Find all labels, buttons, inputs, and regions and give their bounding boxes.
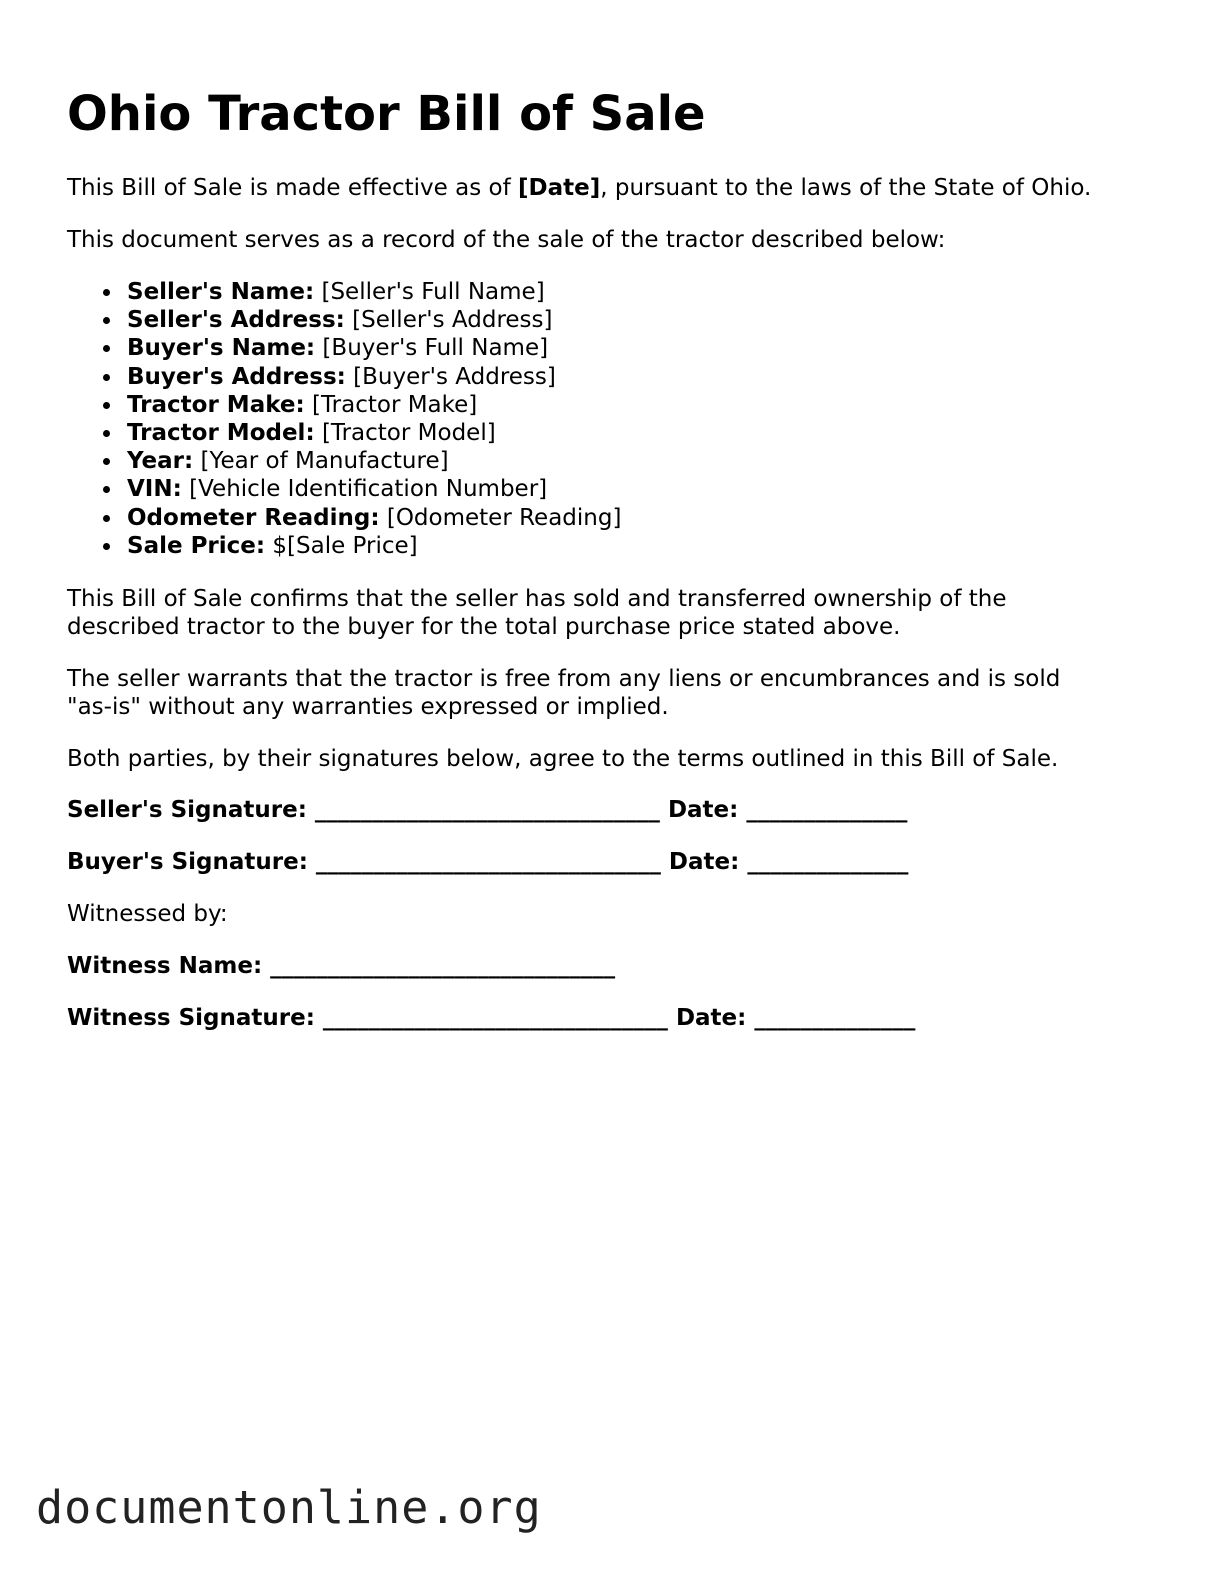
detail-value: [Year of Manufacture] bbox=[193, 448, 449, 475]
witnessed-by-text: Witnessed by: bbox=[67, 901, 228, 927]
seller-signature-line: Seller's Signature: ______________________________ Date: ______________ bbox=[67, 797, 908, 823]
detail-value: [Vehicle Identification Number] bbox=[181, 476, 548, 503]
detail-label: Seller's Name: bbox=[127, 279, 315, 305]
watermark-text: documentonline.org bbox=[36, 1481, 542, 1534]
list-item bbox=[67, 391, 621, 419]
detail-value: [Seller's Full Name] bbox=[314, 279, 545, 305]
detail-value: [Buyer's Address] bbox=[345, 363, 556, 390]
document-title: Ohio Tractor Bill of Sale bbox=[67, 86, 706, 142]
list-item bbox=[67, 278, 621, 306]
list-item bbox=[67, 363, 621, 391]
detail-label: Seller's Address: bbox=[127, 307, 345, 334]
confirm-paragraph-line-1: This Bill of Sale confirms that the seller has sold and transferred ownership of the bbox=[67, 586, 1007, 612]
detail-value: [Tractor Make] bbox=[304, 391, 478, 418]
confirm-paragraph-line-2: described tractor to the buyer for the total purchase price stated above. bbox=[67, 614, 901, 640]
record-paragraph: This document serves as a record of the sale of the tractor described below: bbox=[67, 227, 946, 253]
list-item bbox=[67, 306, 621, 334]
intro-date-placeholder: [Date] bbox=[517, 175, 601, 201]
intro-paragraph bbox=[67, 174, 1091, 203]
tractor-details-list bbox=[67, 278, 621, 560]
list-item bbox=[67, 475, 621, 503]
intro-text-before: This Bill of Sale is made effective as of bbox=[67, 175, 518, 201]
list-item bbox=[67, 334, 621, 362]
detail-value: $[Sale Price] bbox=[265, 532, 418, 559]
warranty-paragraph-line-2: "as-is" without any warranties expressed or implied. bbox=[67, 694, 669, 720]
detail-label: Buyer's Address: bbox=[127, 363, 346, 390]
detail-value: [Seller's Address] bbox=[344, 307, 553, 334]
detail-value: [Tractor Model] bbox=[314, 420, 496, 447]
detail-value: [Buyer's Full Name] bbox=[315, 335, 549, 362]
detail-label: Buyer's Name: bbox=[127, 335, 316, 362]
witness-name-line: Witness Name: ______________________________ bbox=[67, 953, 616, 979]
detail-label: Tractor Model: bbox=[127, 420, 315, 447]
witness-signature-line: Witness Signature: ______________________________ Date: ______________ bbox=[67, 1005, 916, 1031]
detail-value: [Odometer Reading] bbox=[379, 504, 622, 531]
detail-label: Tractor Make: bbox=[127, 391, 305, 418]
list-item bbox=[67, 447, 621, 475]
witnessed-by-label bbox=[67, 900, 228, 929]
list-item bbox=[67, 419, 621, 447]
detail-label: Sale Price: bbox=[127, 532, 266, 559]
agreement-paragraph: Both parties, by their signatures below, agree to the terms outlined in this Bill of Sale. bbox=[67, 746, 1059, 772]
list-item bbox=[67, 504, 621, 532]
list-item bbox=[67, 532, 621, 560]
detail-label: VIN: bbox=[127, 476, 182, 503]
intro-text-after: , pursuant to the laws of the State of Ohio. bbox=[600, 175, 1092, 201]
buyer-signature-line: Buyer's Signature: ______________________________ Date: ______________ bbox=[67, 849, 909, 875]
warranty-paragraph-line-1: The seller warrants that the tractor is free from any liens or encumbrances and is sold bbox=[67, 666, 1061, 692]
detail-label: Odometer Reading: bbox=[127, 504, 380, 531]
detail-label: Year: bbox=[127, 448, 194, 475]
